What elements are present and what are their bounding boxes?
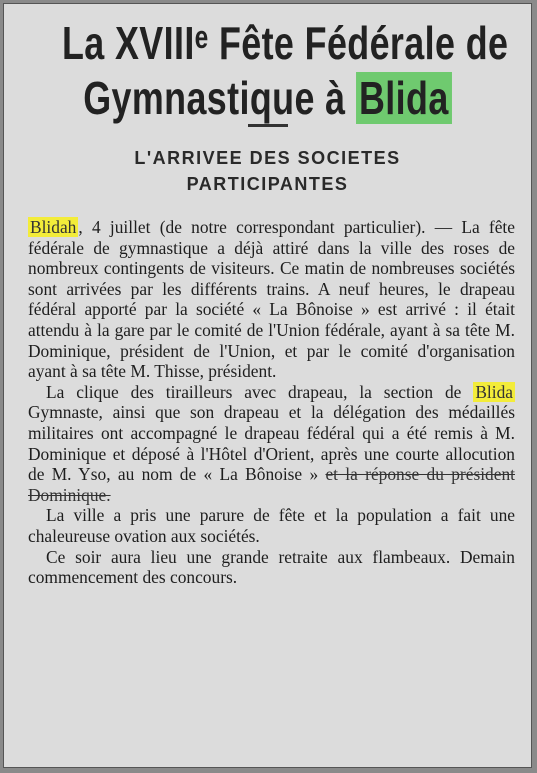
highlighted-city-word: Blida [475,381,513,402]
headline [61,16,509,126]
paragraph-2-start: La clique des tirailleurs avec drapeau, la section de [46,381,474,402]
paragraph-2-struck-text: et la réponse du président Dominique. [28,464,515,505]
highlighted-city-name: Blida [356,72,452,124]
paragraph-2-middle: Gymnaste, ainsi que son drapeau et la délégation des médaillés militaires ont accompagné le drapeau fédéral qui a été remis à M. Dominique et déposé à l'Hôtel d'Orient, après une courte allocution de M. Yso, au nom de « La Bônoise » [28,402,515,485]
paragraph-4: Ce soir aura lieu une grande retraite aux flambeaux. Demain commencement des concours. [28,546,515,588]
paragraph-1-text: , 4 juillet (de notre correspondant particulier). — La fête fédérale de gymnastique a déjà attiré dans la ville des roses de nombreux contingents de visiteurs. Ce matin de nombreuses sociétés sont arrivées par les différents trains. A neuf heures, le drapeau fédéral apporté par la société « La Bônoise » est arrivé : il était attendu à la gare par le comité de l'Union fédérale, ayant à sa tête M. Dominique, président de l'Union, et par le comité d'organisation ayant à sa tête M. Thisse, président. [28,217,515,382]
subheadline-line-1: L'ARRIVEE DES SOCIETES [134,148,401,168]
headline-line-2-text: Gymnastique à [83,72,356,124]
highlighted-dateline: Blidah [30,217,77,237]
paragraph-2 [28,382,515,506]
newspaper-clipping [3,3,532,768]
subheadline-line-2: PARTICIPANTES [186,174,349,194]
paragraph-1 [28,217,515,382]
headline-line-1: La XVIIIᵉ Fête Fédérale de [61,17,509,69]
paragraph-3: La ville a pris une parure de fête et la population a fait une chaleureuse ovation aux sociétés. [28,505,515,546]
article-body [28,217,515,588]
subheadline [4,145,531,197]
headline-line-2 [62,71,473,126]
